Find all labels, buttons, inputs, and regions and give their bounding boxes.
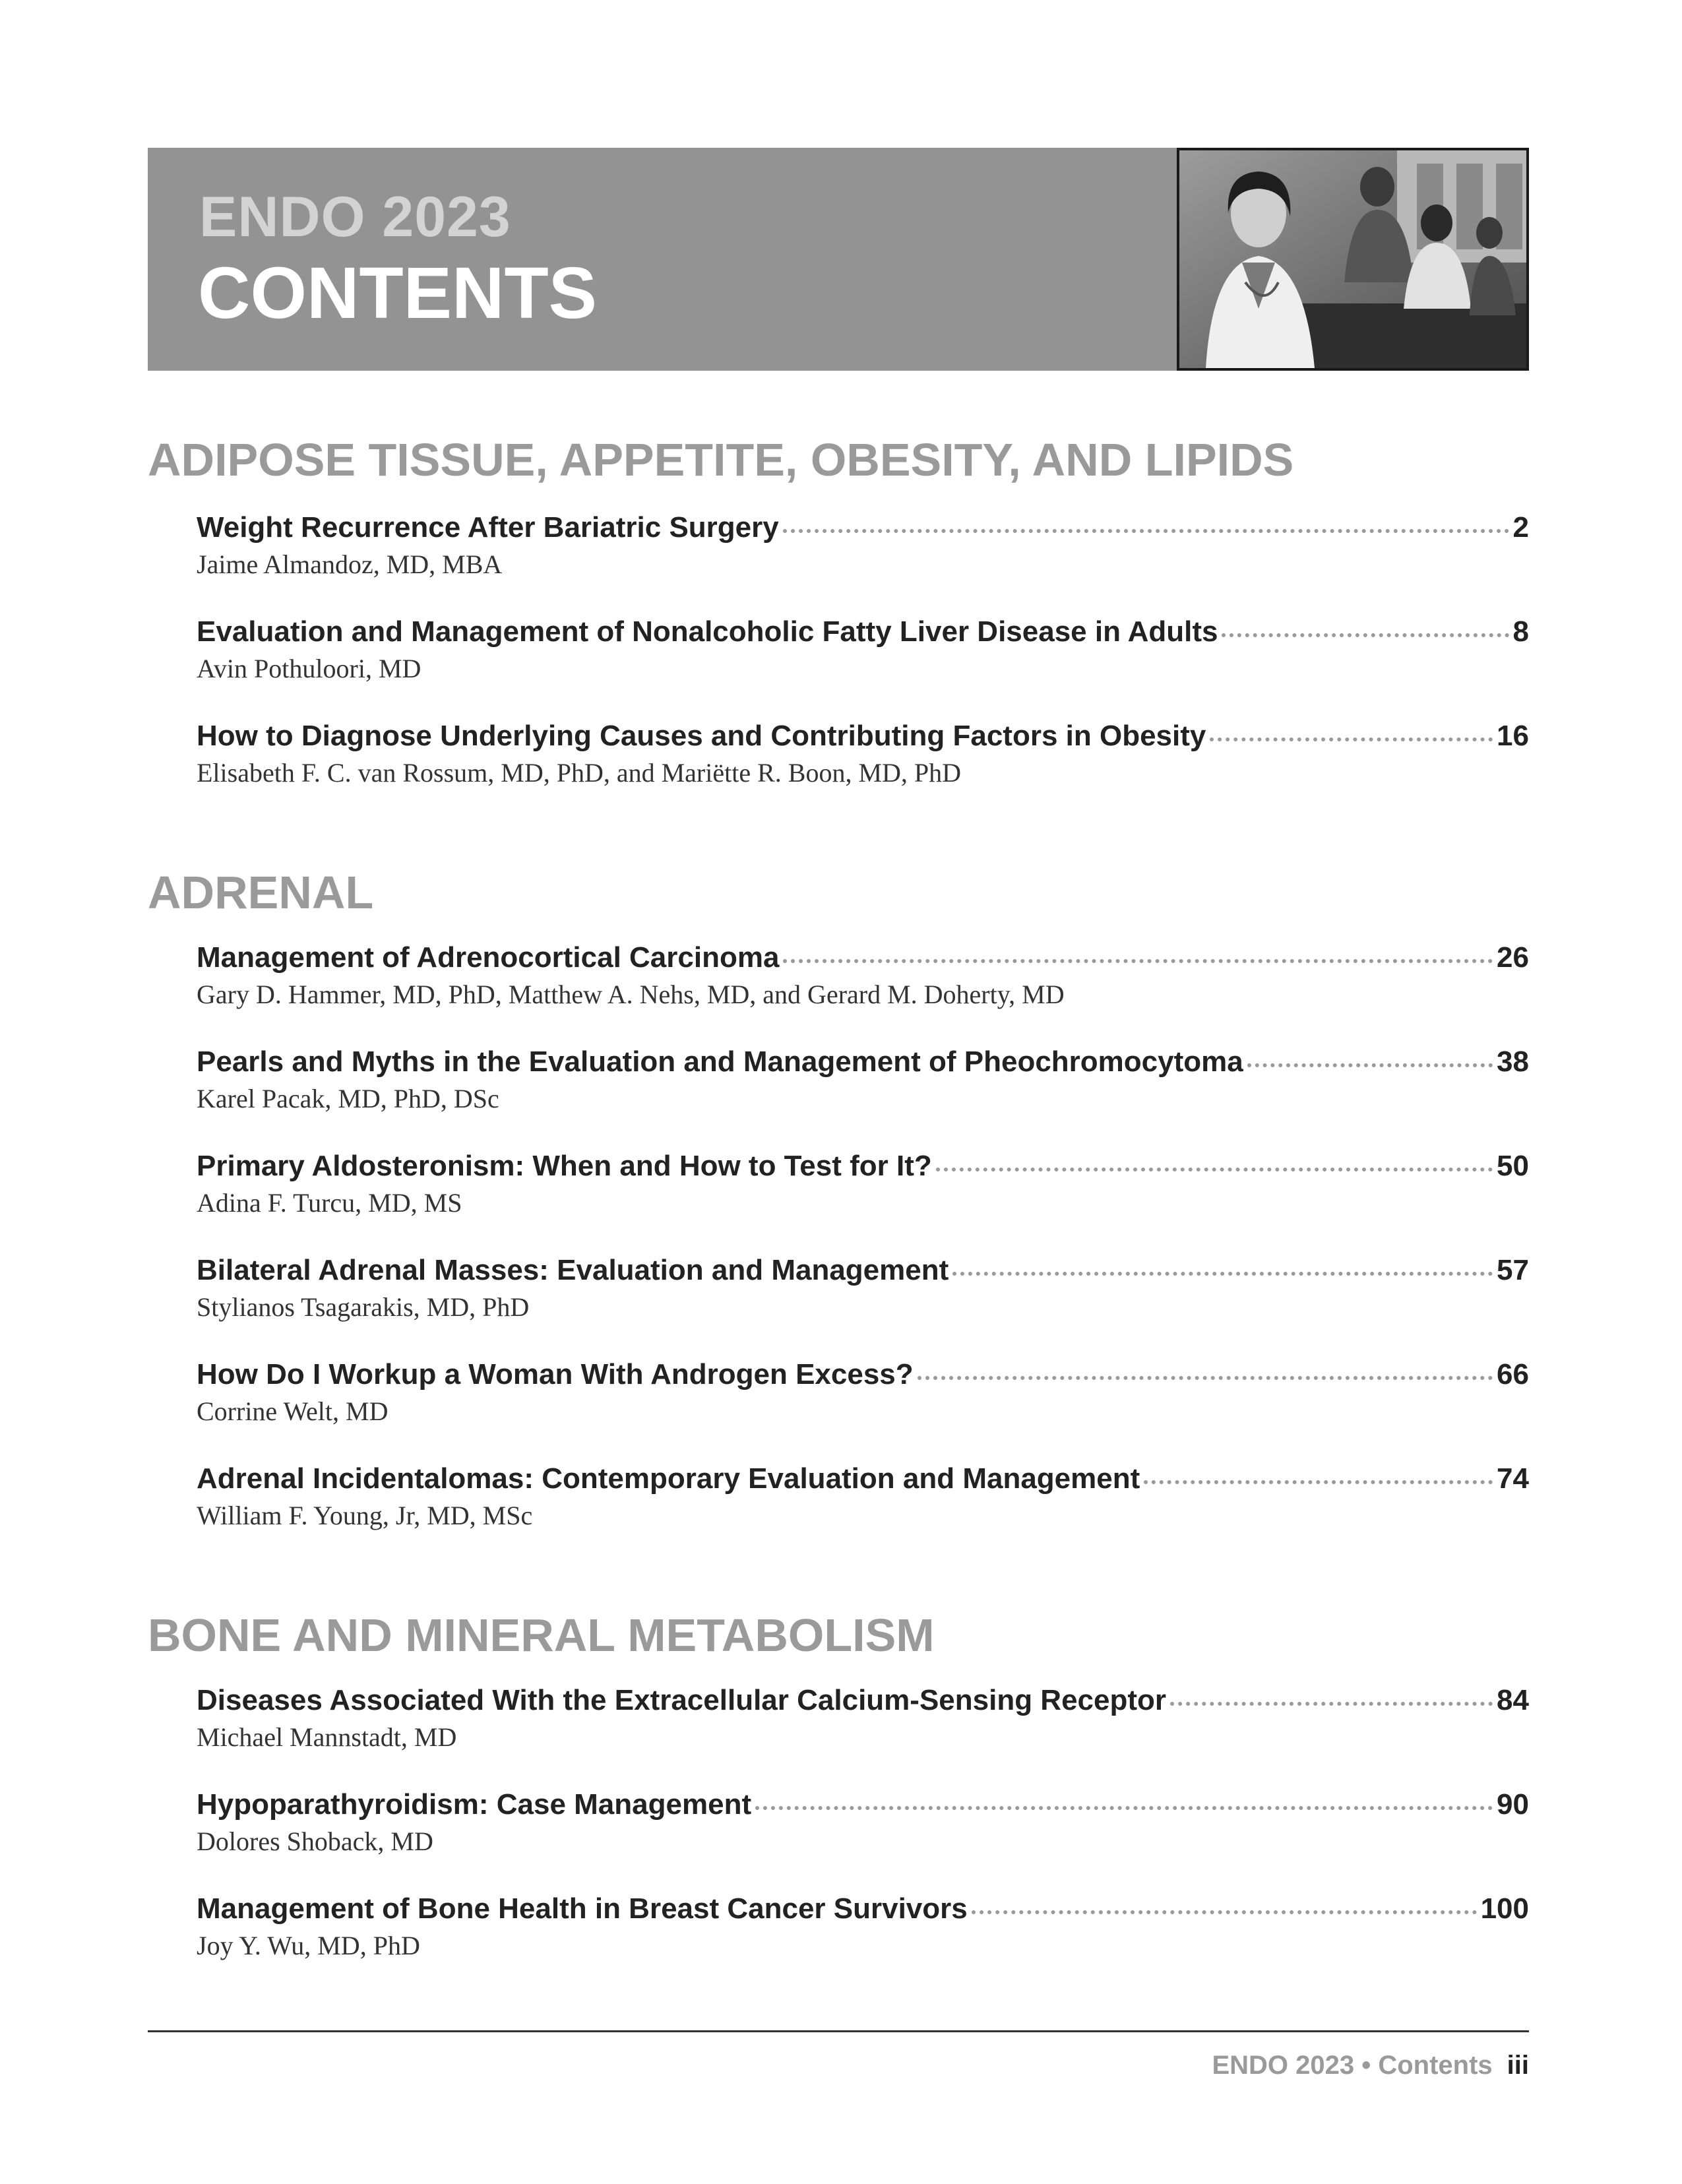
entry-page-number[interactable]: 84 bbox=[1497, 1684, 1529, 1716]
toc-entry[interactable] bbox=[197, 613, 1529, 687]
footer-label: ENDO 2023 • Contents bbox=[1212, 2051, 1493, 2080]
entry-page-number[interactable]: 50 bbox=[1497, 1150, 1529, 1182]
entry-authors: Joy Y. Wu, MD, PhD bbox=[197, 1931, 420, 1960]
contents-header bbox=[148, 148, 1529, 371]
entry-title[interactable]: Diseases Associated With the Extracellular Calcium-Sensing Receptor bbox=[197, 1684, 1167, 1716]
entry-authors: Gary D. Hammer, MD, PhD, Matthew A. Nehs, MD, and Gerard M. Doherty, MD bbox=[197, 980, 1065, 1009]
dot-leader bbox=[972, 1910, 1477, 1914]
entry-authors: Dolores Shoback, MD bbox=[197, 1826, 433, 1856]
entry-title[interactable]: Pearls and Myths in the Evaluation and Management of Pheochromocytoma bbox=[197, 1045, 1243, 1078]
page-title: CONTENTS bbox=[198, 253, 597, 334]
toc-entry[interactable] bbox=[197, 939, 1529, 1013]
dot-leader bbox=[1210, 737, 1493, 741]
entry-page-number[interactable]: 8 bbox=[1512, 615, 1529, 648]
entry-authors: Elisabeth F. C. van Rossum, MD, PhD, and Mariëtte R. Boon, MD, PhD bbox=[197, 758, 962, 788]
entry-authors: Corrine Welt, MD bbox=[197, 1396, 389, 1426]
toc-entry[interactable] bbox=[197, 1148, 1529, 1222]
dot-leader bbox=[755, 1806, 1493, 1810]
entry-title[interactable]: How to Diagnose Underlying Causes and Contributing Factors in Obesity bbox=[197, 720, 1206, 752]
entry-title[interactable]: Management of Bone Health in Breast Cancer Survivors bbox=[197, 1892, 968, 1925]
dot-leader bbox=[1170, 1702, 1493, 1706]
entry-page-number[interactable]: 16 bbox=[1497, 720, 1529, 752]
toc-entry[interactable] bbox=[197, 1682, 1529, 1756]
entry-title[interactable]: Primary Aldosteronism: When and How to Test for It? bbox=[197, 1150, 932, 1182]
entry-page-number[interactable]: 90 bbox=[1497, 1788, 1529, 1821]
dot-leader bbox=[783, 959, 1493, 963]
section-heading: ADIPOSE TISSUE, APPETITE, OBESITY, AND LIPIDS bbox=[148, 434, 1294, 485]
entry-page-number[interactable]: 66 bbox=[1497, 1358, 1529, 1390]
header-year: ENDO 2023 bbox=[199, 185, 511, 249]
entry-title[interactable]: Adrenal Incidentalomas: Contemporary Evaluation and Management bbox=[197, 1462, 1140, 1495]
footer-rule bbox=[148, 2030, 1529, 2032]
entry-authors: Jaime Almandoz, MD, MBA bbox=[197, 549, 503, 579]
entry-title[interactable]: Bilateral Adrenal Masses: Evaluation and Management bbox=[197, 1254, 949, 1286]
entry-authors: Stylianos Tsagarakis, MD, PhD bbox=[197, 1292, 530, 1322]
entry-title[interactable]: How Do I Workup a Woman With Androgen Excess? bbox=[197, 1358, 914, 1390]
entry-page-number[interactable]: 26 bbox=[1497, 941, 1529, 974]
entry-title[interactable]: Hypoparathyroidism: Case Management bbox=[197, 1788, 752, 1821]
entry-authors: Adina F. Turcu, MD, MS bbox=[197, 1188, 462, 1218]
toc-entry[interactable] bbox=[197, 1460, 1529, 1534]
dot-leader bbox=[1247, 1063, 1493, 1067]
entry-page-number[interactable]: 57 bbox=[1497, 1254, 1529, 1286]
photo-illustration bbox=[1179, 150, 1526, 368]
entry-authors: Michael Mannstadt, MD bbox=[197, 1722, 457, 1752]
dot-leader bbox=[918, 1376, 1493, 1380]
entry-authors: Karel Pacak, MD, PhD, DSc bbox=[197, 1084, 499, 1113]
toc-entry[interactable] bbox=[197, 1356, 1529, 1430]
entry-page-number[interactable]: 100 bbox=[1480, 1892, 1529, 1925]
toc-entry[interactable] bbox=[197, 1786, 1529, 1860]
dot-leader bbox=[1222, 633, 1509, 637]
toc-entry[interactable] bbox=[197, 509, 1529, 583]
entry-title[interactable]: Weight Recurrence After Bariatric Surgery bbox=[197, 511, 779, 544]
running-footer bbox=[1212, 2049, 1529, 2082]
dot-leader bbox=[936, 1168, 1493, 1171]
entry-page-number[interactable]: 74 bbox=[1497, 1462, 1529, 1495]
section-heading: ADRENAL bbox=[148, 867, 374, 918]
entry-authors: William F. Young, Jr, MD, MSc bbox=[197, 1501, 533, 1530]
toc-entry[interactable] bbox=[197, 1252, 1529, 1326]
entry-page-number[interactable]: 2 bbox=[1512, 511, 1529, 544]
section-heading: BONE AND MINERAL METABOLISM bbox=[148, 1609, 935, 1661]
dot-leader bbox=[1144, 1480, 1493, 1484]
entry-authors: Avin Pothuloori, MD bbox=[197, 654, 421, 683]
dot-leader bbox=[783, 529, 1509, 533]
dot-leader bbox=[952, 1272, 1493, 1276]
footer-page-number: iii bbox=[1507, 2051, 1529, 2080]
toc-entry[interactable] bbox=[197, 718, 1529, 792]
toc-entry[interactable] bbox=[197, 1044, 1529, 1117]
entry-page-number[interactable]: 38 bbox=[1497, 1045, 1529, 1078]
doctors-team-photo bbox=[1177, 148, 1529, 371]
entry-title[interactable]: Evaluation and Management of Nonalcoholic Fatty Liver Disease in Adults bbox=[197, 615, 1218, 648]
toc-entry[interactable] bbox=[197, 1890, 1529, 1964]
entry-title[interactable]: Management of Adrenocortical Carcinoma bbox=[197, 941, 780, 974]
